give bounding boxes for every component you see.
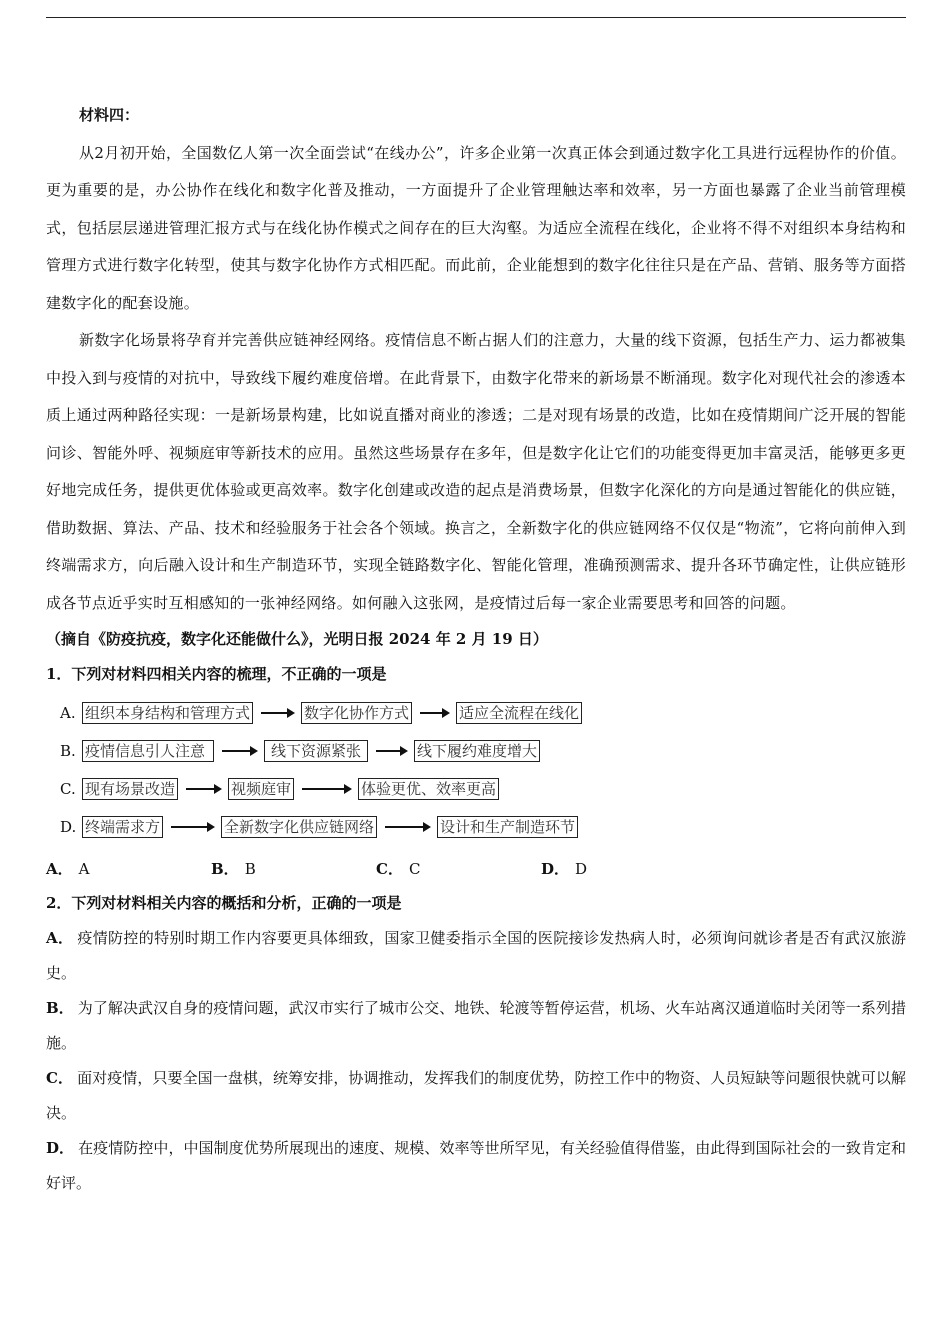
flow-box: 线下履约难度增大 bbox=[414, 740, 540, 762]
right-arrow-icon bbox=[186, 788, 220, 790]
answer-choice-d[interactable]: D． D bbox=[541, 859, 588, 878]
document-body bbox=[46, 97, 906, 1201]
flow-box: 体验更优、效率更高 bbox=[358, 778, 499, 800]
flow-row-letter: D. bbox=[60, 818, 77, 836]
flow-box: 视频庭审 bbox=[228, 778, 294, 800]
flow-row-letter: C. bbox=[60, 780, 76, 798]
question-1-flow-diagram bbox=[60, 694, 906, 846]
material-source: （摘自《防疫抗疫，数字化还能做什么》，光明日报 2024 年 2 月 19 日） bbox=[46, 630, 548, 648]
flow-box: 组织本身结构和管理方式 bbox=[82, 702, 253, 724]
material-heading: 材料四： bbox=[79, 106, 140, 124]
right-arrow-icon bbox=[385, 826, 429, 828]
answer-choice-b[interactable]: B． B bbox=[211, 859, 256, 878]
right-arrow-icon bbox=[376, 750, 406, 752]
answer-choice-c[interactable]: C． C bbox=[376, 859, 421, 878]
question-2-option-c[interactable]: C． 面对疫情，只要全国一盘棋，统筹安排，协调推动，发挥我们的制度优势，防控工作中的物资、人员短缺等问题很快就可以解决。 bbox=[46, 1069, 906, 1122]
flow-box: 数字化协作方式 bbox=[301, 702, 412, 724]
flow-box: 终端需求方 bbox=[82, 816, 163, 838]
flow-box: 疫情信息引人注意 bbox=[82, 740, 214, 762]
right-arrow-icon bbox=[222, 750, 256, 752]
right-arrow-icon bbox=[302, 788, 350, 790]
question-2-stem: 2．下列对材料相关内容的概括和分析，正确的一项是 bbox=[46, 894, 402, 912]
flow-row-a bbox=[60, 694, 906, 732]
flow-row-d bbox=[60, 808, 906, 846]
flow-box: 适应全流程在线化 bbox=[456, 702, 582, 724]
question-1-answer-choices bbox=[46, 850, 906, 886]
flow-box: 现有场景改造 bbox=[82, 778, 178, 800]
header-rule bbox=[46, 17, 906, 18]
flow-box: 设计和生产制造环节 bbox=[437, 816, 578, 838]
question-2-option-d[interactable]: D． 在疫情防控中，中国制度优势所展现出的速度、规模、效率等世所罕见，有关经验值得借鉴，由此得到国际社会的一致肯定和好评。 bbox=[46, 1139, 906, 1192]
flow-row-letter: B. bbox=[60, 742, 76, 760]
right-arrow-icon bbox=[261, 712, 293, 714]
flow-box: 全新数字化供应链网络 bbox=[221, 816, 377, 838]
right-arrow-icon bbox=[420, 712, 448, 714]
question-1-stem: 1．下列对材料四相关内容的梳理，不正确的一项是 bbox=[46, 665, 387, 683]
material-paragraph-1: 从2月初开始，全国数亿人第一次全面尝试“在线办公”，许多企业第一次真正体会到通过数字化工具进行远程协作的价值。更为重要的是，办公协作在线化和数字化普及推动，一方面提升了企业管理触达率和效率，另一方面也暴露了企业当前管理模式，包括层层递进管理汇报方式与在线化协作模式之间存在的巨大沟壑。为适应全流程在线化，企业将不得不对组织本身结构和管理方式进行数字化转型，使其与数字化协作方式相匹配。而此前，企业能想到的数字化往往只是在产品、营销、服务等方面搭建数字化的配套设施。 bbox=[46, 143, 906, 312]
flow-row-b bbox=[60, 732, 906, 770]
question-2-option-a[interactable]: A． 疫情防控的特别时期工作内容要更具体细致，国家卫健委指示全国的医院接诊发热病人时，必须询问就诊者是否有武汉旅游史。 bbox=[46, 929, 906, 982]
flow-row-c bbox=[60, 770, 906, 808]
answer-choice-a[interactable]: A． A bbox=[46, 859, 90, 878]
flow-row-letter: A. bbox=[60, 704, 76, 722]
flow-box: 线下资源紧张 bbox=[264, 740, 368, 762]
material-paragraph-2: 新数字化场景将孕育并完善供应链神经网络。疫情信息不断占据人们的注意力，大量的线下资源，包括生产力、运力都被集中投入到与疫情的对抗中，导致线下履约难度倍增。在此背景下，由数字化带来的新场景不断涌现。数字化对现代社会的渗透本质上通过两种路径实现：一是新场景构建，比如说直播对商业的渗透；二是对现有场景的改造，比如在疫情期间广泛开展的智能问诊、智能外呼、视频庭审等新技术的应用。虽然这些场景存在多年，但是数字化让它们的功能变得更加丰富灵活，能够更多更好地完成任务，提供更优体验或更高效率。数字化创建或改造的起点是消费场景，但数字化深化的方向是通过智能化的供应链，借助数据、算法、产品、技术和经验服务于社会各个领域。换言之，全新数字化的供应链网络不仅仅是“物流”，它将向前伸入到终端需求方，向后融入设计和生产制造环节，实现全链路数字化、智能化管理，准确预测需求、提升各环节确定性，让供应链形成各节点近乎实时互相感知的一张神经网络。如何融入这张网，是疫情过后每一家企业需要思考和回答的问题。 bbox=[46, 331, 906, 612]
right-arrow-icon bbox=[171, 826, 213, 828]
question-2-option-b[interactable]: B． 为了解决武汉自身的疫情问题，武汉市实行了城市公交、地铁、轮渡等暂停运营，机场、火车站离汉通道临时关闭等一系列措施。 bbox=[46, 999, 906, 1052]
